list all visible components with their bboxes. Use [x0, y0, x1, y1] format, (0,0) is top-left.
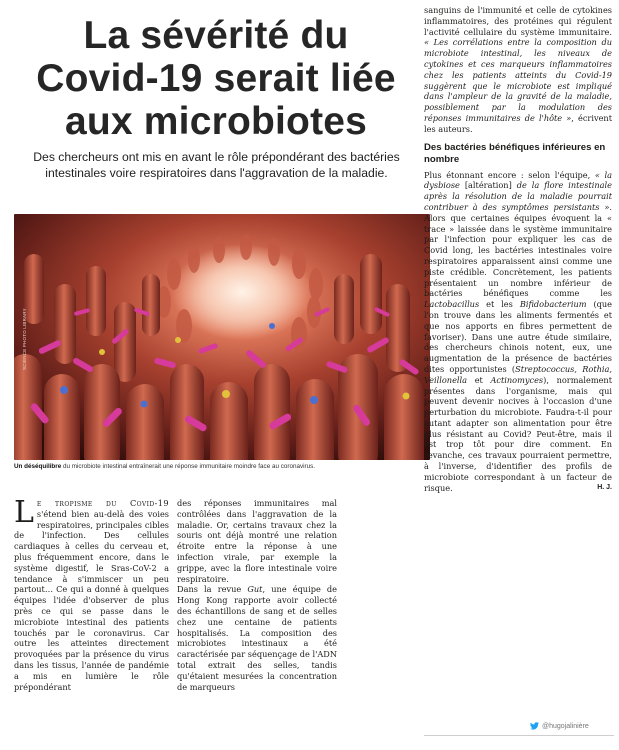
microbiota-illustration: [14, 214, 430, 460]
title-line-2: Covid-19 serait liée: [36, 57, 396, 100]
bottom-rule: [424, 735, 614, 736]
column-3-paragraph-2: [424, 170, 612, 494]
text-fragment: ), normalement présentes dans l'organisme, mais qui peuvent devenir nocives à l'occasion d'une perturbation du microbiote. Faudra-t-il pour autant adapter son alimentation pour être plus résistant au Covid? Peut-être, mais il est trop tôt pour dire comment. En revanche, ces travaux pourraient permettre, à l'inverse, d'identifier des profils de microbiote correspondant à un facteur de risque.: [424, 374, 612, 493]
twitter-handle-link[interactable]: [530, 722, 589, 730]
genus-name: Actinomyces: [490, 374, 544, 385]
genus-name: Streptococcus, Rothia, Veillonella: [424, 363, 612, 385]
authors-quote: « Les corrélations entre la composition du microbiote intestinal, les niveaux de cytokines et ces marqueurs inflammatoires chez les patients atteints du Covid-19 suggèrent que le microbiote est impliqué dans l'ampleur de la gravité de la maladie, possiblement par la modulation des réponses immunitaires de l'hôte »: [424, 37, 612, 123]
section-subhead: Des bactéries bénéfiques inférieures en nombre: [424, 141, 606, 165]
title-line-3: aux microbiotes: [64, 100, 368, 143]
author-signature: H. J.: [597, 483, 612, 491]
text-fragment: sanguins de l'immunité et celle de cytokines inflammatoires, des protéines qui régulent l'activité cellulaire du système immunitaire.: [424, 5, 612, 37]
text-fragment: et les: [479, 299, 520, 310]
genus-name: Lactobacillus: [424, 299, 480, 310]
intestinal-villi-image: [14, 214, 430, 460]
caption-lead: Un déséquilibre: [14, 463, 62, 470]
drop-cap: L: [14, 495, 34, 530]
text-fragment: Dans la revue: [177, 584, 248, 595]
column-1-text: s'étend bien au-delà des voies respiratoires, principales cibles de l'infection. Des cellules cardiaques à celles du cerveau et, plus fréquemment encore, dans le système digestif, le Sras-CoV-2 a tendance à s'immiscer un peu partout… Ce qui a donné à quelques équipes l'idée d'observer de plus près ce qui se passe dans le microbiote intestinal des patients touchés par le coronavirus. Car outre les atteintes directement provoquées par la présence du virus dans les tissus, l'année de pandémie a mis en lumière le rôle prépondérant: [14, 508, 169, 692]
article-standfirst: Des chercheurs ont mis en avant le rôle prépondérant des bactéries intestinales voire respiratoires dans l'aggravation de la maladie.: [33, 150, 400, 180]
quote-fragment: de la flore intestinale après la résolution de la maladie pourrait contribuer à des symptômes persistants »: [424, 180, 612, 212]
article-column-1: [14, 495, 169, 692]
quote-fragment: « la dysbiose: [424, 169, 612, 191]
text-fragment: . Alors que certaines équipes évoquent la « trace » laissée dans le système immunitaire par l'infection pour expliquer les cas de Covid long, les bactéries intestinales voire respiratoires apparaissent ainsi comme une piste crédible. Concrètement, les patients présentaient un nombre inférieur de bactéries bénéfiques comme les: [424, 201, 612, 299]
photo-credit: SCIENCE PHOTO LIBRARY: [22, 308, 27, 370]
lead-smallcaps: e tropisme du Covid-19: [36, 498, 169, 508]
column-2-paragraph-1: des réponses immunitaires mal contrôlées dans l'aggravation de la maladie. Or, certains travaux chez la souris ont déjà montré une relation étroite entre la réponse à une infection virale, par exemple la grippe, avec la flore intestinale voire respiratoire.: [177, 498, 337, 584]
text-fragment: et: [467, 374, 491, 385]
journal-name: Gut: [247, 584, 263, 595]
column-3-paragraph-1: [424, 5, 612, 135]
article-title: [14, 14, 418, 143]
twitter-handle: @hugojalinière: [542, 722, 589, 730]
title-line-1: La sévérité du: [83, 14, 349, 57]
genus-name: Bifidobacterium: [519, 299, 587, 310]
figure-caption: [14, 463, 432, 471]
article-column-3: [424, 5, 612, 493]
article-column-2: [177, 498, 337, 692]
caption-text: du microbiote intestinal entraînerait une réponse immunitaire moindre face au coronavirus.: [61, 463, 316, 470]
text-fragment: [altération]: [459, 180, 517, 191]
text-fragment: , une équipe de Hong Kong rapporte avoir collecté des échantillons de sang et de selles chez une centaine de patients hospitalisés. La composition des microbiotes intestinaux a été caractérisée par séquençage de l'ADN total extrait des selles, tandis qu'étaient mesurées la concentration de marqueurs: [177, 584, 338, 692]
text-fragment: Plus étonnant encore : selon l'équipe,: [424, 169, 595, 180]
text-fragment: , écrivent les auteurs.: [424, 112, 612, 134]
column-2-paragraph-2: [177, 584, 337, 692]
twitter-icon: [530, 722, 539, 730]
column-1-paragraph: [14, 495, 169, 692]
text-fragment: (que l'on trouve dans les aliments fermentés et que nos apports en fibres permettent de favoriser). Dans une autre étude similaire, des chercheurs chinois notent, eux, une augmentation de la présence de bactéries dites opportunistes (: [424, 299, 612, 374]
